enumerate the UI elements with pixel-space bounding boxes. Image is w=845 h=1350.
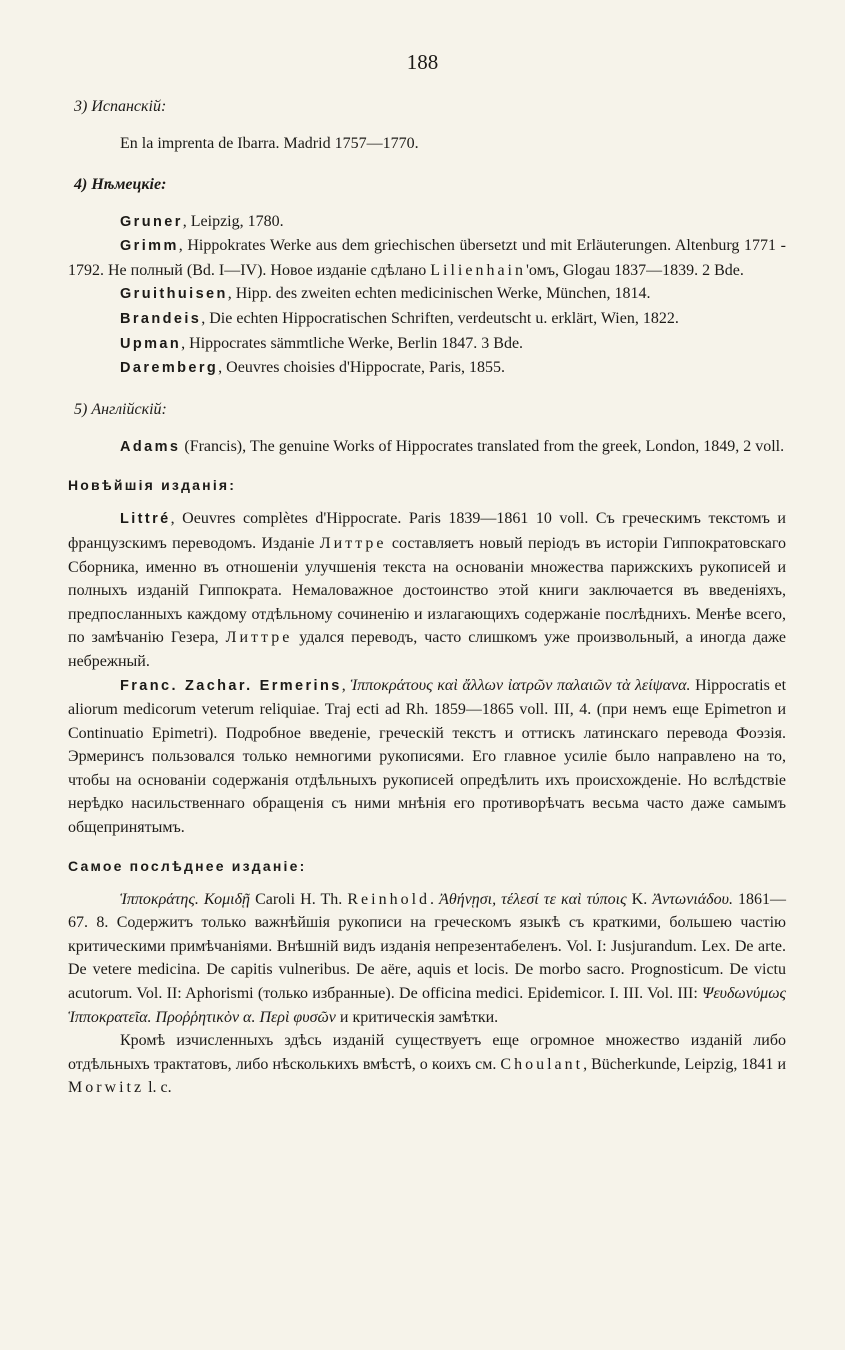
name-morwitz: Morwitz <box>68 1079 145 1097</box>
entry-gruithuisen: Gruithuisen, Hipp. des zweiten echten medicinischen Werke, München, 1814. <box>120 285 651 303</box>
entry-daremberg: Daremberg, Oeuvres choisies d'Hippocrate, Paris, 1855. <box>120 359 505 377</box>
name-lilienhain: Lilienhain <box>430 261 526 279</box>
entry-ibarra: En la imprenta de Ibarra. Madrid 1757—1770. <box>120 135 419 152</box>
closing-paragraph: Кромѣ изчисленныхъ здѣсь изданiй существуетъ еще огромное множество изданiй либо отдѣльныхъ трактатовъ, либо нѣсколькихъ вмѣстѣ, о коихъ см. Choulant, Bücherkunde, Leipzig, 1841 и Morwitz l. c. <box>68 1032 787 1097</box>
entry-upman: Upman, Hippocrates sämmtliche Werke, Berlin 1847. 3 Bde. <box>120 334 524 352</box>
name-choulant: Choulant <box>500 1055 584 1073</box>
page-number: 188 <box>406 50 439 74</box>
section-english-label: 5) Англiйскiй: <box>74 400 167 418</box>
entry-littre: Littré, Oeuvres complètes d'Hippocrate. Paris 1839—1861 10 voll. Съ греческимъ текстомъ и французскимъ переводомъ. Изданiе Литтре составляетъ новый перiодъ въ исторiи Гиппократовскаго Сборника, именно въ отношенiи улучшенiя текста на основанiи множества парижскихъ рукописей и полныхъ изданiй Гиппократа. Немаловажное достоинство этой книги заключается въ введенiяхъ, предпосланныхъ каждому отдѣльному сочиненiю и излагающихъ содержанiе послѣднихъ. Менѣе всего, по замѣчанiю Гезера, Литтре удался переводъ, часто слишкомъ уже произвольный, а иногда даже небрежный. <box>68 510 786 670</box>
entry-brandeis: Brandeis, Die echten Hippocratischen Schriften, verdeutscht u. erklärt, Wien, 1822. <box>120 309 679 327</box>
section-spanish-label: 3) Испанскiй: <box>74 98 167 115</box>
heading-newest-editions: Новѣйшiя изданiя: <box>68 477 237 494</box>
page-content <box>68 96 786 1100</box>
author-daremberg: Daremberg <box>120 360 219 377</box>
author-ermerins: Franc. Zachar. Ermerins <box>120 677 342 694</box>
author-littre: Littré <box>120 511 171 528</box>
heading-latest-edition: Самое послѣднее изданiе: <box>68 857 307 874</box>
author-gruner: Gruner <box>120 213 183 230</box>
entry-gruner: Gruner, Leipzig, 1780. <box>120 212 284 230</box>
section-german-label: 4) Нѣмецкiе: <box>74 175 167 193</box>
entry-reinhold: Ἱπποκράτης. Κομιδῇ Caroli H. Th. Reinhold. Ἀθήνῃσι, τέλεσί τε καὶ τύποις K. Ἀντωνιάδου. 1861—67. 8. Содержитъ только важнѣйшiя рукописи на греческомъ языкѣ съ краткими, большею частiю критическими примѣчанiями. Внѣшнiй видъ изданiя непрезентабеленъ. Vol. I: Jusjurandum. Lex. De arte. De vetere medicina. De capitis vulneribus. De aëre, aquis et locis. De morbo sacro. Prognosticum. De victu acutorum. Vol. II: Aphorismi (только избранные). De officina medici. Epidemicor. I. III. Vol. III: Ψευδωνύμως Ἱπποκρατεῖα. Προῤῥητικὸν α. Περὶ φυσῶν и критическiя замѣтки. <box>68 890 787 1026</box>
author-upman: Upman <box>120 335 182 352</box>
author-gruithuisen: Gruithuisen <box>120 286 228 303</box>
entry-adams: Adams (Francis), The genuine Works of Hippocrates translated from the greek, London, 1849, 2 voll. <box>120 437 785 455</box>
entry-ermerins: Franc. Zachar. Ermerins, Ἱπποκράτους καὶ ἄλλων ἰατρῶν παλαιῶν τὰ λείψανα. Hippocratis et aliorum medicorum veterum reliquiae. Traj ecti ad Rh. 1859—1865 voll. III, 4. (при немъ еще Epimetron и Continuatio Epimetri). Подробное введенiе, греческiй текстъ и оттискъ латинскаго перевода Фоэзiя. Эрмеринсъ пользовался только немногими рукописями. Его главное усилiе было направлено на то, чтобы на основанiи содержанiя отдѣльныхъ рукописей опредѣлить ихъ происхожденiе. Но вслѣдствiе нерѣдко насильственнаго обращенiя съ ними мнѣнiя его противорѣчатъ весьма часто даже самымъ общепринятымъ. <box>68 676 787 837</box>
entry-grimm: Grimm, Hippokrates Werke aus dem griechischen übersetzt und mit Erläuterungen. Altenburg 1771 - 1792. Не полный (Bd. I—IV). Новое изданiе сдѣлано Lilienhain'омъ, Glogau 1837—1839. 2 Bde. <box>68 237 786 279</box>
author-adams: Adams <box>120 438 181 455</box>
author-grimm: Grimm <box>120 238 179 255</box>
name-reinhold: Reinhold <box>347 890 431 908</box>
greek-title-ermerins: Ἱπποκράτους καὶ ἄλλων ἰατρῶν παλαιῶν τὰ λείψανα. <box>350 676 691 694</box>
author-brandeis: Brandeis <box>120 310 202 327</box>
